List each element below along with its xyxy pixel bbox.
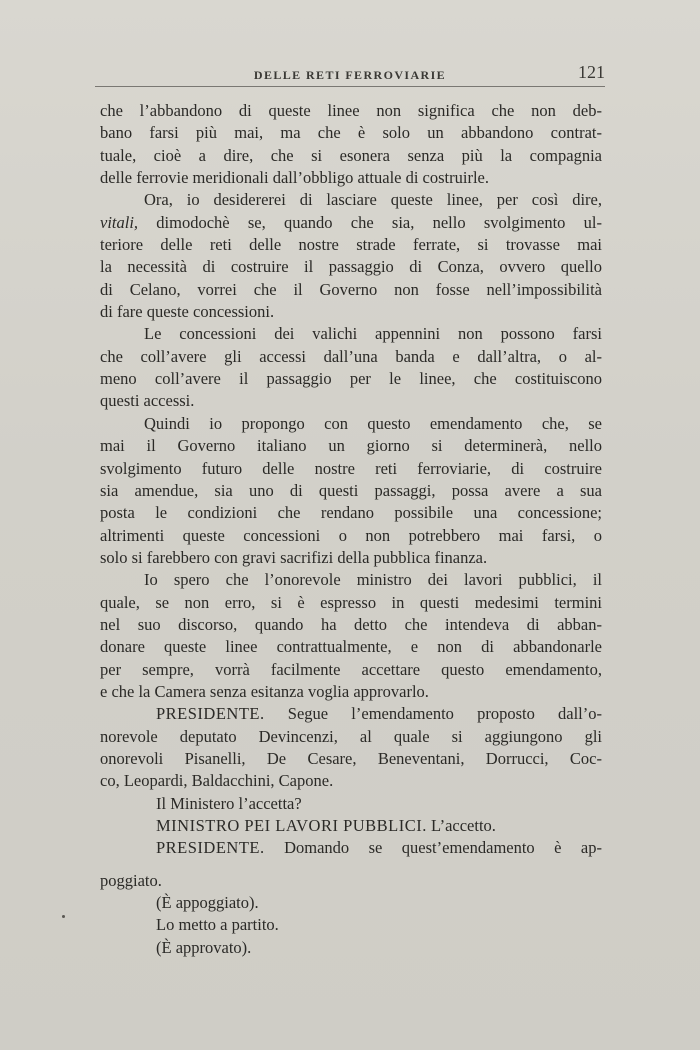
- line-text: Lo metto a partito.: [156, 915, 279, 935]
- speaker-name: PRESIDENTE.: [156, 838, 265, 858]
- text-line: [100, 592, 602, 614]
- line-text: meno coll’avere il passaggio per le linee, che costituiscono: [100, 369, 602, 389]
- text-line: [100, 435, 602, 457]
- text-line: [100, 167, 602, 189]
- line-text: co, Leopardi, Baldacchini, Capone.: [100, 771, 334, 791]
- line-text: Domando se quest’emendamento è ap-: [264, 838, 602, 858]
- text-line: [100, 636, 602, 658]
- text-line: [100, 256, 602, 278]
- page-number: 121: [578, 62, 605, 82]
- body-text: [100, 100, 602, 959]
- line-text: L’accetto.: [426, 816, 496, 835]
- line-text: tuale, cioè a dire, che si esonera senza più la compagnia: [100, 145, 602, 165]
- line-text: altrimenti queste concessioni o non potrebbero mai farsi, o: [100, 525, 602, 545]
- line-text: (È approvato).: [156, 937, 252, 957]
- text-line: [100, 234, 602, 256]
- line-text: poggiato.: [100, 870, 162, 890]
- italic-word: vitali,: [100, 212, 139, 232]
- line-text: Quindi io propongo con questo emendamento che, se: [144, 413, 602, 433]
- line-text: che coll’avere gli accessi dall’una banda e dall’altra, o al-: [100, 346, 602, 366]
- text-line: [100, 892, 602, 914]
- line-text: dimodochè se, quando che sia, nello svolgimento ul-: [138, 212, 602, 232]
- text-line: [100, 614, 602, 636]
- text-line: [100, 815, 602, 837]
- text-line: [100, 770, 602, 792]
- line-text: la necessità di costruire il passaggio di Conza, ovvero quello: [100, 257, 602, 277]
- line-text: per sempre, vorrà facilmente accettare questo emendamento,: [100, 659, 602, 679]
- speaker-name: MINISTRO PEI LAVORI PUBBLICI.: [156, 816, 427, 835]
- text-line: [100, 870, 602, 892]
- text-line: [100, 937, 602, 959]
- text-line: [100, 323, 602, 345]
- line-text: Il Ministero l’accetta?: [156, 793, 302, 813]
- line-text: quale, se non erro, si è espresso in questi medesimi termini: [100, 592, 602, 612]
- text-line: [100, 703, 602, 725]
- line-text: norevole deputato Devincenzi, al quale si aggiungono gli: [100, 726, 602, 746]
- line-text: svolgimento futuro delle nostre reti ferroviarie, di costruire: [100, 458, 602, 478]
- line-text: di Celano, vorrei che il Governo non fosse nell’impossibilità: [100, 279, 602, 299]
- text-line: [100, 458, 602, 480]
- text-line: [100, 502, 602, 524]
- line-text: sia amendue, sia uno di questi passaggi, possa avere a sua: [100, 480, 602, 500]
- text-line: [100, 525, 602, 547]
- text-line: [100, 569, 602, 591]
- text-line: [100, 748, 602, 770]
- text-line: [100, 681, 602, 703]
- line-text: che l’abbandono di queste linee non significa che non deb-: [100, 101, 602, 120]
- line-text: delle ferrovie meridionali dall’obbligo attuale di costruirle.: [100, 168, 489, 188]
- speaker-name: PRESIDENTE.: [156, 704, 265, 724]
- text-line: [100, 390, 602, 412]
- margin-mark: [62, 915, 65, 918]
- text-line: [100, 914, 602, 936]
- text-line: [100, 100, 602, 122]
- line-text: di fare queste concessioni.: [100, 302, 275, 322]
- text-line: [100, 301, 602, 323]
- text-line: [100, 547, 602, 569]
- line-text: Io spero che l’onorevole ministro dei lavori pubblici, il: [144, 570, 602, 590]
- text-line: [100, 279, 602, 301]
- line-text: e che la Camera senza esitanza voglia approvarlo.: [100, 681, 429, 701]
- running-title: DELLE RETI FERROVIARIE: [253, 68, 447, 82]
- text-line: [100, 145, 602, 167]
- line-text: donare queste linee contrattualmente, e non di abbandonarle: [100, 637, 602, 657]
- running-header: [95, 60, 605, 87]
- text-line: [100, 793, 602, 815]
- text-line: [100, 726, 602, 748]
- text-line: [100, 368, 602, 390]
- text-line: [100, 189, 602, 211]
- line-text: teriore delle reti delle nostre strade ferrate, si trovasse mai: [100, 235, 602, 255]
- text-line: [100, 122, 602, 144]
- text-line: [100, 212, 602, 234]
- line-text: questi accessi.: [100, 391, 195, 411]
- text-line: [100, 413, 602, 435]
- line-text: Segue l’emendamento proposto dall’o-: [264, 704, 602, 724]
- text-line: [100, 480, 602, 502]
- text-line: [100, 659, 602, 681]
- text-line: [100, 837, 602, 859]
- line-text: Ora, io desidererei di lasciare queste linee, per così dire,: [144, 190, 602, 210]
- line-text: nel suo discorso, quando ha detto che intendeva di abban-: [100, 614, 602, 634]
- line-text: bano farsi più mai, ma che è solo un abbandono contrat-: [100, 123, 602, 143]
- line-text: Le concessioni dei valichi appennini non possono farsi: [144, 324, 602, 344]
- line-text: posta le condizioni che rendano possibile una concessione;: [100, 503, 602, 523]
- line-text: (È appoggiato).: [156, 893, 259, 913]
- line-text: mai il Governo italiano un giorno si determinerà, nello: [100, 436, 602, 456]
- line-text: solo si farebbero con gravi sacrifizi della pubblica finanza.: [100, 547, 488, 567]
- text-line: [100, 346, 602, 368]
- line-text: onorevoli Pisanelli, De Cesare, Beneventani, Dorrucci, Coc-: [100, 748, 602, 768]
